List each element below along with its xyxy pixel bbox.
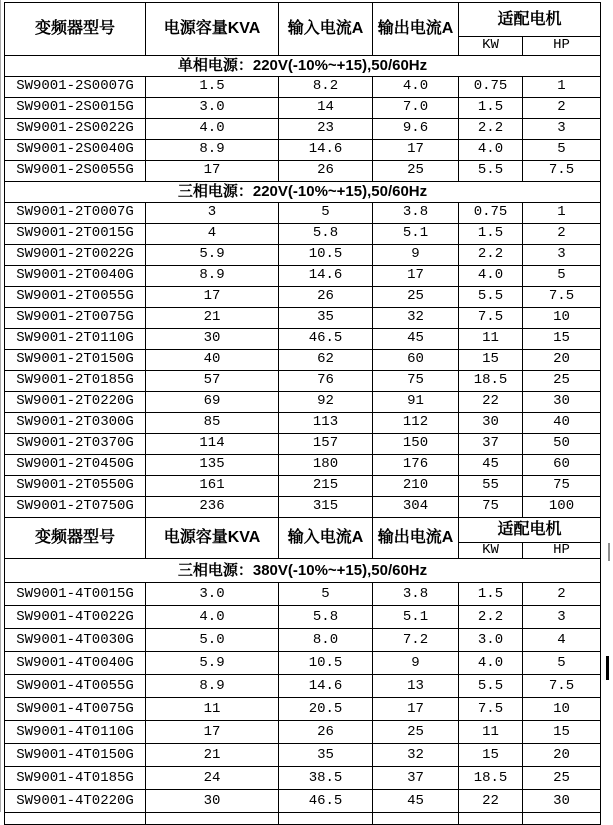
motor-kw-cell: 0.75 <box>459 203 523 224</box>
output-current-cell: 150 <box>373 434 459 455</box>
output-current-cell: 17 <box>373 698 459 721</box>
section-header-row <box>5 559 601 583</box>
motor-kw-cell: 2.2 <box>459 245 523 266</box>
empty-cell <box>373 813 459 825</box>
kva-cell: 5.9 <box>146 652 279 675</box>
output-current-cell: 5.1 <box>373 606 459 629</box>
model-cell: SW9001-2S0015G <box>5 98 146 119</box>
motor-kw-cell: 4.0 <box>459 652 523 675</box>
kva-cell: 5.9 <box>146 245 279 266</box>
input-current-cell: 8.0 <box>279 629 373 652</box>
table-row <box>5 119 601 140</box>
input-current-cell: 10.5 <box>279 245 373 266</box>
motor-hp-cell: 25 <box>523 371 601 392</box>
kva-cell: 24 <box>146 767 279 790</box>
input-current-cell: 215 <box>279 476 373 497</box>
output-current-cell: 176 <box>373 455 459 476</box>
motor-kw-cell: 4.0 <box>459 266 523 287</box>
motor-hp-cell: 20 <box>523 744 601 767</box>
kva-cell: 17 <box>146 161 279 182</box>
col-header-capacity: 电源容量KVA <box>146 518 279 559</box>
motor-kw-cell: 7.5 <box>459 698 523 721</box>
col-header-hp: HP <box>523 37 601 56</box>
motor-hp-cell: 30 <box>523 790 601 813</box>
col-header-kw: KW <box>459 37 523 56</box>
kva-cell: 21 <box>146 308 279 329</box>
kva-cell: 1.5 <box>146 77 279 98</box>
kva-cell: 4 <box>146 224 279 245</box>
output-current-cell: 9 <box>373 245 459 266</box>
model-cell: SW9001-4T0075G <box>5 698 146 721</box>
output-current-cell: 304 <box>373 497 459 518</box>
motor-kw-cell: 2.2 <box>459 119 523 140</box>
kva-cell: 236 <box>146 497 279 518</box>
motor-kw-cell: 11 <box>459 329 523 350</box>
kva-cell: 57 <box>146 371 279 392</box>
table-row <box>5 287 601 308</box>
col-header-capacity: 电源容量KVA <box>146 3 279 56</box>
model-cell: SW9001-2T0185G <box>5 371 146 392</box>
input-current-cell: 5 <box>279 583 373 606</box>
output-current-cell: 3.8 <box>373 583 459 606</box>
input-current-cell: 76 <box>279 371 373 392</box>
motor-hp-cell: 10 <box>523 308 601 329</box>
table-row <box>5 629 601 652</box>
table-row <box>5 652 601 675</box>
output-current-cell: 3.8 <box>373 203 459 224</box>
input-current-cell: 180 <box>279 455 373 476</box>
kva-cell: 5.0 <box>146 629 279 652</box>
kva-cell: 40 <box>146 350 279 371</box>
motor-kw-cell: 75 <box>459 497 523 518</box>
table-row <box>5 790 601 813</box>
table-row <box>5 476 601 497</box>
model-cell: SW9001-4T0150G <box>5 744 146 767</box>
input-current-cell: 92 <box>279 392 373 413</box>
table-row <box>5 350 601 371</box>
model-cell: SW9001-2S0007G <box>5 77 146 98</box>
model-cell: SW9001-4T0055G <box>5 675 146 698</box>
output-current-cell: 13 <box>373 675 459 698</box>
col-header-input: 输入电流A <box>279 3 373 56</box>
model-cell: SW9001-2T0055G <box>5 287 146 308</box>
input-current-cell: 23 <box>279 119 373 140</box>
col-header-output: 输出电流A <box>373 3 459 56</box>
model-cell: SW9001-2S0055G <box>5 161 146 182</box>
kva-cell: 114 <box>146 434 279 455</box>
kva-cell: 4.0 <box>146 119 279 140</box>
model-cell: SW9001-2T0015G <box>5 224 146 245</box>
kva-cell: 135 <box>146 455 279 476</box>
output-current-cell: 7.0 <box>373 98 459 119</box>
model-cell: SW9001-2T0450G <box>5 455 146 476</box>
motor-hp-cell: 50 <box>523 434 601 455</box>
col-header-hp: HP <box>523 543 601 559</box>
scrollbar-artifact <box>608 543 610 561</box>
col-header-input: 输入电流A <box>279 518 373 559</box>
model-cell: SW9001-4T0040G <box>5 652 146 675</box>
kva-cell: 17 <box>146 721 279 744</box>
empty-cell <box>279 813 373 825</box>
output-current-cell: 25 <box>373 161 459 182</box>
motor-kw-cell: 37 <box>459 434 523 455</box>
section-title: 三相电源：380V(-10%~+15),50/60Hz <box>5 559 601 583</box>
model-cell: SW9001-2T0022G <box>5 245 146 266</box>
motor-kw-cell: 1.5 <box>459 583 523 606</box>
page-edge-strip <box>0 0 1 812</box>
table-row <box>5 371 601 392</box>
inverter-spec-table <box>4 2 601 825</box>
table-row <box>5 77 601 98</box>
input-current-cell: 14.6 <box>279 675 373 698</box>
motor-kw-cell: 1.5 <box>459 224 523 245</box>
table-row <box>5 245 601 266</box>
input-current-cell: 26 <box>279 721 373 744</box>
output-current-cell: 17 <box>373 140 459 161</box>
motor-kw-cell: 18.5 <box>459 767 523 790</box>
motor-hp-cell: 7.5 <box>523 161 601 182</box>
model-cell: SW9001-2T0300G <box>5 413 146 434</box>
kva-cell: 4.0 <box>146 606 279 629</box>
input-current-cell: 35 <box>279 744 373 767</box>
input-current-cell: 35 <box>279 308 373 329</box>
input-current-cell: 20.5 <box>279 698 373 721</box>
motor-kw-cell: 3.0 <box>459 629 523 652</box>
motor-hp-cell: 1 <box>523 77 601 98</box>
motor-kw-cell: 2.2 <box>459 606 523 629</box>
output-current-cell: 25 <box>373 287 459 308</box>
input-current-cell: 62 <box>279 350 373 371</box>
input-current-cell: 8.2 <box>279 77 373 98</box>
kva-cell: 8.9 <box>146 140 279 161</box>
table-row <box>5 434 601 455</box>
input-current-cell: 38.5 <box>279 767 373 790</box>
input-current-cell: 46.5 <box>279 329 373 350</box>
motor-kw-cell: 5.5 <box>459 675 523 698</box>
kva-cell: 21 <box>146 744 279 767</box>
motor-kw-cell: 15 <box>459 744 523 767</box>
input-current-cell: 46.5 <box>279 790 373 813</box>
motor-hp-cell: 30 <box>523 392 601 413</box>
motor-hp-cell: 1 <box>523 203 601 224</box>
table-row <box>5 721 601 744</box>
col-header-model: 变频器型号 <box>5 518 146 559</box>
motor-kw-cell: 45 <box>459 455 523 476</box>
kva-cell: 161 <box>146 476 279 497</box>
motor-hp-cell: 5 <box>523 652 601 675</box>
motor-hp-cell: 4 <box>523 629 601 652</box>
table-row <box>5 203 601 224</box>
motor-hp-cell: 7.5 <box>523 287 601 308</box>
kva-cell: 30 <box>146 790 279 813</box>
input-current-cell: 315 <box>279 497 373 518</box>
kva-cell: 3.0 <box>146 583 279 606</box>
kva-cell: 85 <box>146 413 279 434</box>
motor-kw-cell: 15 <box>459 350 523 371</box>
motor-hp-cell: 7.5 <box>523 675 601 698</box>
model-cell: SW9001-4T0110G <box>5 721 146 744</box>
text-cursor-artifact <box>606 656 609 680</box>
output-current-cell: 32 <box>373 744 459 767</box>
model-cell: SW9001-2T0550G <box>5 476 146 497</box>
input-current-cell: 5 <box>279 203 373 224</box>
motor-kw-cell: 5.5 <box>459 287 523 308</box>
output-current-cell: 9.6 <box>373 119 459 140</box>
output-current-cell: 25 <box>373 721 459 744</box>
kva-cell: 17 <box>146 287 279 308</box>
input-current-cell: 5.8 <box>279 224 373 245</box>
section-title: 单相电源：220V(-10%~+15),50/60Hz <box>5 56 601 77</box>
kva-cell: 8.9 <box>146 675 279 698</box>
output-current-cell: 60 <box>373 350 459 371</box>
model-cell: SW9001-2S0040G <box>5 140 146 161</box>
kva-cell: 30 <box>146 329 279 350</box>
motor-kw-cell: 55 <box>459 476 523 497</box>
motor-hp-cell: 5 <box>523 266 601 287</box>
table-row <box>5 767 601 790</box>
model-cell: SW9001-4T0185G <box>5 767 146 790</box>
output-current-cell: 17 <box>373 266 459 287</box>
empty-cell <box>523 813 601 825</box>
kva-cell: 3 <box>146 203 279 224</box>
motor-hp-cell: 2 <box>523 224 601 245</box>
output-current-cell: 75 <box>373 371 459 392</box>
motor-kw-cell: 7.5 <box>459 308 523 329</box>
motor-hp-cell: 20 <box>523 350 601 371</box>
motor-hp-cell: 60 <box>523 455 601 476</box>
motor-kw-cell: 5.5 <box>459 161 523 182</box>
empty-cell <box>5 813 146 825</box>
model-cell: SW9001-2T0007G <box>5 203 146 224</box>
motor-hp-cell: 3 <box>523 119 601 140</box>
table-row <box>5 140 601 161</box>
output-current-cell: 45 <box>373 329 459 350</box>
input-current-cell: 14.6 <box>279 266 373 287</box>
output-current-cell: 5.1 <box>373 224 459 245</box>
table-row <box>5 161 601 182</box>
input-current-cell: 26 <box>279 287 373 308</box>
model-cell: SW9001-4T0220G <box>5 790 146 813</box>
motor-hp-cell: 15 <box>523 721 601 744</box>
motor-hp-cell: 100 <box>523 497 601 518</box>
output-current-cell: 210 <box>373 476 459 497</box>
model-cell: SW9001-2T0040G <box>5 266 146 287</box>
motor-hp-cell: 25 <box>523 767 601 790</box>
output-current-cell: 32 <box>373 308 459 329</box>
spec-table <box>4 2 601 825</box>
section-title: 三相电源：220V(-10%~+15),50/60Hz <box>5 182 601 203</box>
input-current-cell: 113 <box>279 413 373 434</box>
motor-hp-cell: 40 <box>523 413 601 434</box>
motor-hp-cell: 3 <box>523 606 601 629</box>
input-current-cell: 5.8 <box>279 606 373 629</box>
table-row <box>5 455 601 476</box>
table-row <box>5 675 601 698</box>
col-header-output: 输出电流A <box>373 518 459 559</box>
output-current-cell: 37 <box>373 767 459 790</box>
motor-hp-cell: 75 <box>523 476 601 497</box>
table-row <box>5 392 601 413</box>
motor-kw-cell: 18.5 <box>459 371 523 392</box>
input-current-cell: 14.6 <box>279 140 373 161</box>
table-row <box>5 224 601 245</box>
table-row <box>5 98 601 119</box>
model-cell: SW9001-4T0030G <box>5 629 146 652</box>
output-current-cell: 7.2 <box>373 629 459 652</box>
motor-hp-cell: 15 <box>523 329 601 350</box>
motor-hp-cell: 10 <box>523 698 601 721</box>
model-cell: SW9001-2T0110G <box>5 329 146 350</box>
kva-cell: 11 <box>146 698 279 721</box>
model-cell: SW9001-2T0150G <box>5 350 146 371</box>
output-current-cell: 112 <box>373 413 459 434</box>
table-row <box>5 744 601 767</box>
table-row <box>5 583 601 606</box>
header-row-main <box>5 3 601 37</box>
motor-kw-cell: 0.75 <box>459 77 523 98</box>
input-current-cell: 14 <box>279 98 373 119</box>
output-current-cell: 9 <box>373 652 459 675</box>
table-row <box>5 329 601 350</box>
motor-hp-cell: 2 <box>523 583 601 606</box>
kva-cell: 3.0 <box>146 98 279 119</box>
model-cell: SW9001-2T0075G <box>5 308 146 329</box>
motor-kw-cell: 4.0 <box>459 140 523 161</box>
col-header-motor: 适配电机 <box>459 3 601 37</box>
col-header-kw: KW <box>459 543 523 559</box>
table-row <box>5 413 601 434</box>
table-row <box>5 606 601 629</box>
section-header-row <box>5 56 601 77</box>
model-cell: SW9001-4T0022G <box>5 606 146 629</box>
table-row <box>5 266 601 287</box>
motor-hp-cell: 5 <box>523 140 601 161</box>
input-current-cell: 26 <box>279 161 373 182</box>
model-cell: SW9001-2S0022G <box>5 119 146 140</box>
section-header-row <box>5 182 601 203</box>
motor-kw-cell: 22 <box>459 790 523 813</box>
model-cell: SW9001-4T0015G <box>5 583 146 606</box>
output-current-cell: 4.0 <box>373 77 459 98</box>
input-current-cell: 157 <box>279 434 373 455</box>
col-header-motor: 适配电机 <box>459 518 601 543</box>
motor-kw-cell: 1.5 <box>459 98 523 119</box>
motor-hp-cell: 3 <box>523 245 601 266</box>
table-row <box>5 698 601 721</box>
table-row <box>5 497 601 518</box>
model-cell: SW9001-2T0750G <box>5 497 146 518</box>
model-cell: SW9001-2T0370G <box>5 434 146 455</box>
output-current-cell: 45 <box>373 790 459 813</box>
header-row-main <box>5 518 601 543</box>
clipped-row <box>5 813 601 825</box>
motor-kw-cell: 22 <box>459 392 523 413</box>
kva-cell: 8.9 <box>146 266 279 287</box>
empty-cell <box>459 813 523 825</box>
motor-kw-cell: 30 <box>459 413 523 434</box>
model-cell: SW9001-2T0220G <box>5 392 146 413</box>
input-current-cell: 10.5 <box>279 652 373 675</box>
motor-kw-cell: 11 <box>459 721 523 744</box>
output-current-cell: 91 <box>373 392 459 413</box>
empty-cell <box>146 813 279 825</box>
table-row <box>5 308 601 329</box>
kva-cell: 69 <box>146 392 279 413</box>
motor-hp-cell: 2 <box>523 98 601 119</box>
col-header-model: 变频器型号 <box>5 3 146 56</box>
